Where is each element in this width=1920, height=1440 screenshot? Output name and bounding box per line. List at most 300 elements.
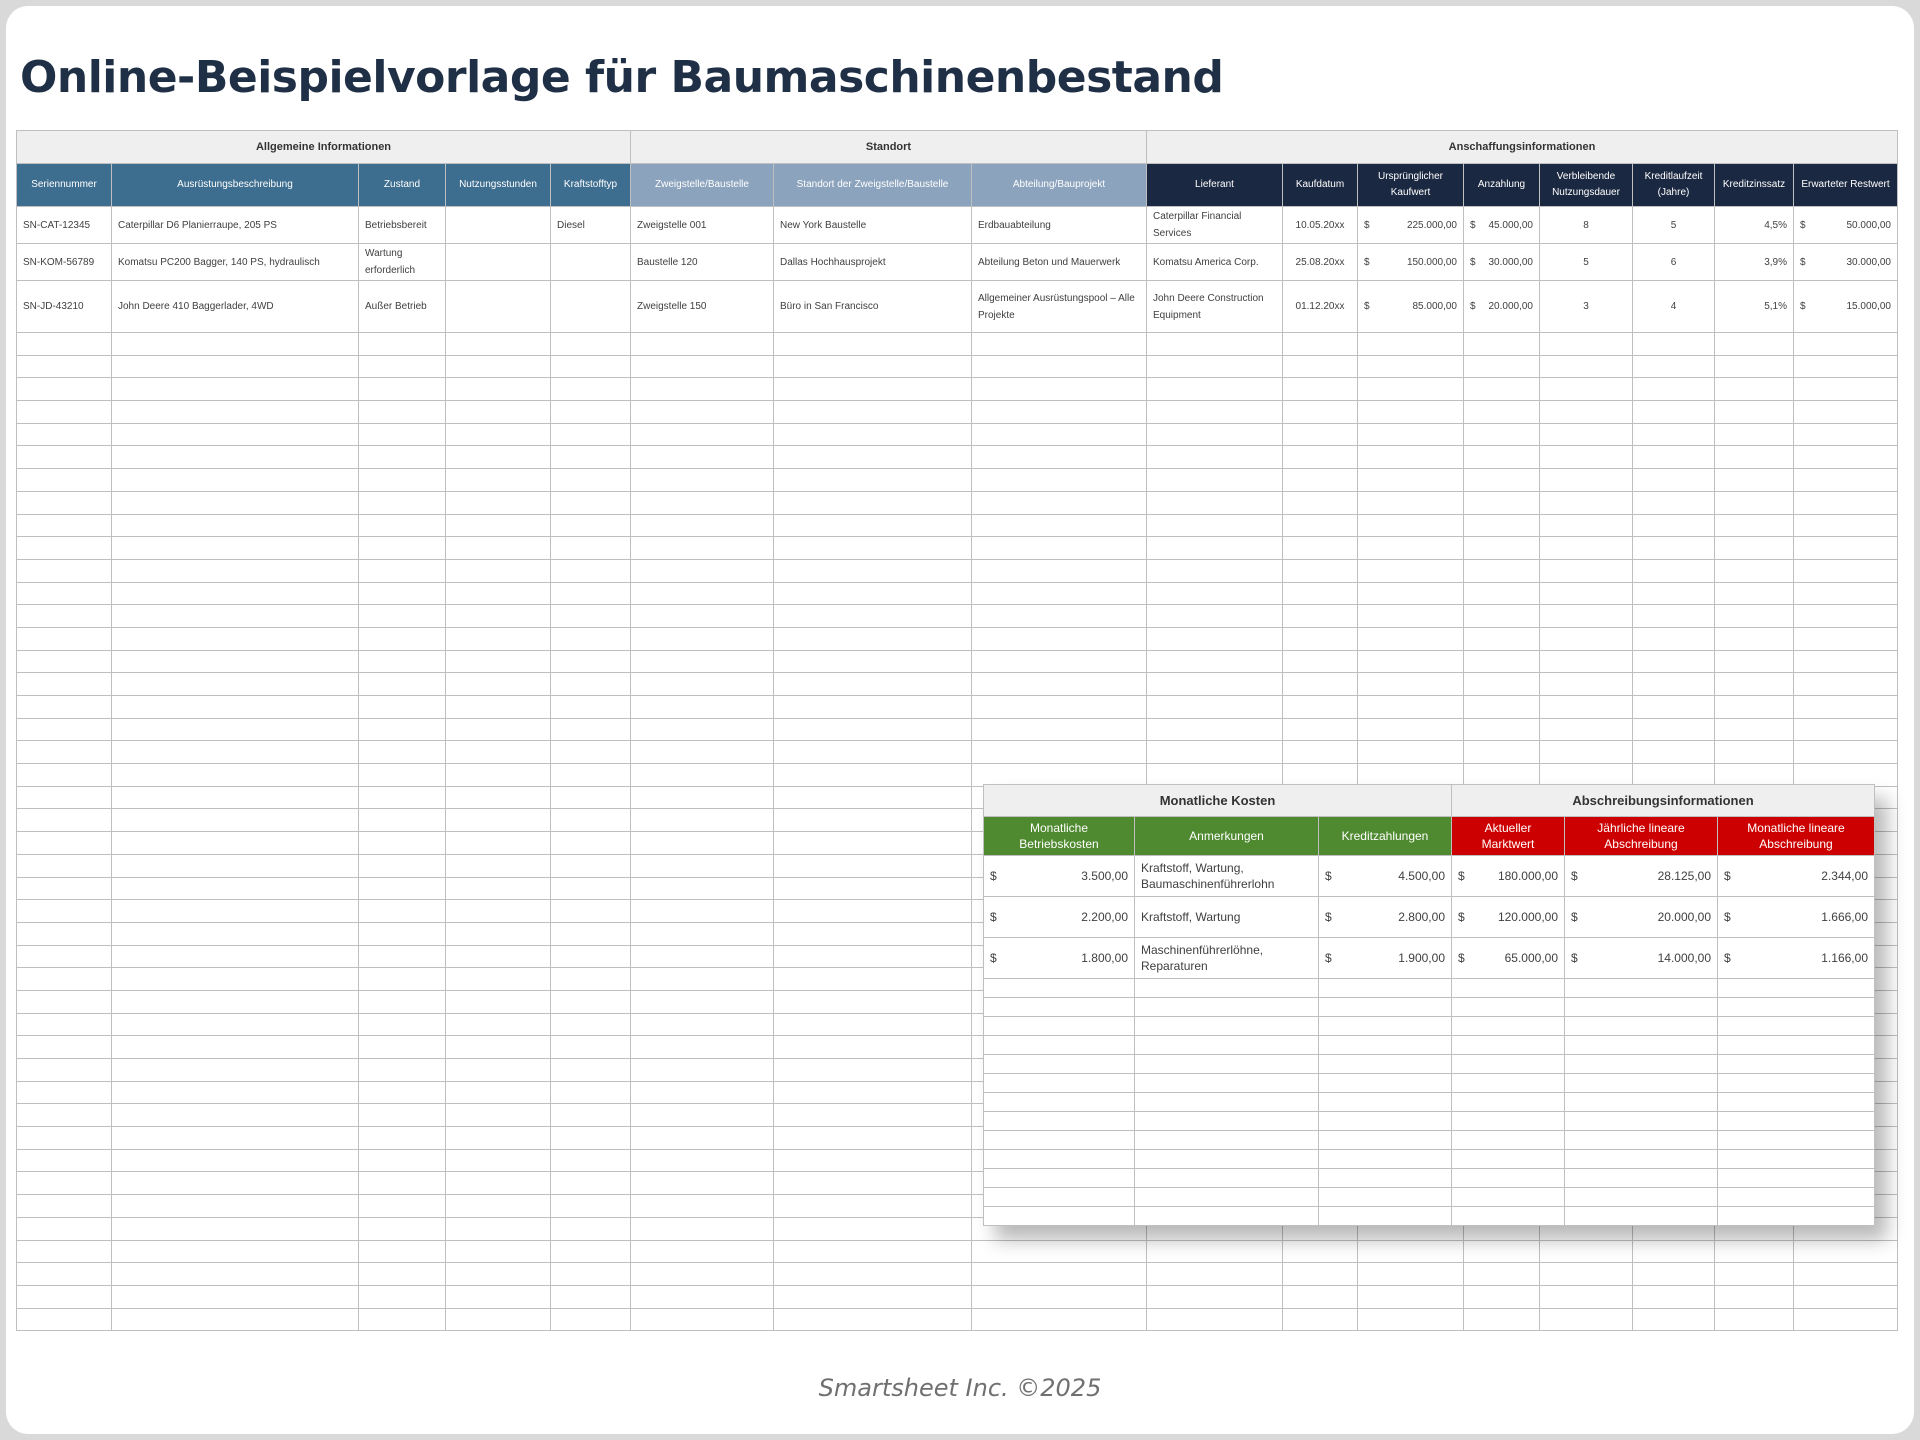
col-header-annual-depreciation[interactable]: Jährliche lineare Abschreibung (1565, 817, 1718, 856)
empty-cell[interactable] (774, 945, 972, 968)
col-header-condition[interactable]: Zustand (359, 164, 446, 207)
empty-cell[interactable] (1794, 355, 1898, 378)
cell-operating-cost[interactable] (984, 856, 1135, 897)
empty-cell[interactable] (359, 900, 446, 923)
empty-cell[interactable] (17, 1149, 112, 1172)
empty-cell[interactable] (972, 333, 1147, 356)
cell-department[interactable]: Abteilung Beton und Mauerwerk (972, 244, 1147, 281)
empty-cell[interactable] (446, 605, 551, 628)
empty-cell[interactable] (1633, 1263, 1715, 1286)
empty-cell[interactable] (112, 945, 359, 968)
empty-cell[interactable] (17, 1081, 112, 1104)
empty-cell[interactable] (631, 1308, 774, 1331)
cell-hours[interactable] (446, 281, 551, 333)
empty-cell[interactable] (17, 1172, 112, 1195)
empty-cell[interactable] (446, 1217, 551, 1240)
empty-cell[interactable] (1283, 718, 1358, 741)
cell-supplier[interactable]: Caterpillar Financial Services (1147, 207, 1283, 244)
empty-cell[interactable] (1358, 491, 1464, 514)
empty-cell[interactable] (1358, 627, 1464, 650)
cell-original-value[interactable] (1358, 207, 1464, 244)
empty-cell[interactable] (359, 582, 446, 605)
empty-cell[interactable] (631, 945, 774, 968)
empty-cell[interactable] (551, 1308, 631, 1331)
empty-cell[interactable] (1715, 741, 1794, 764)
empty-cell[interactable] (631, 650, 774, 673)
empty-cell[interactable] (1464, 401, 1540, 424)
empty-cell[interactable] (1464, 696, 1540, 719)
empty-cell[interactable] (1540, 333, 1633, 356)
empty-cell[interactable] (551, 877, 631, 900)
empty-cell[interactable] (1794, 1240, 1898, 1263)
empty-cell[interactable] (446, 1013, 551, 1036)
empty-cell[interactable] (774, 786, 972, 809)
empty-cell[interactable] (1633, 605, 1715, 628)
empty-cell[interactable] (17, 333, 112, 356)
empty-cell[interactable] (774, 355, 972, 378)
empty-cell[interactable] (1358, 378, 1464, 401)
empty-cell[interactable] (1718, 1036, 1875, 1055)
cell-original-value[interactable] (1358, 244, 1464, 281)
cell-residual-value[interactable] (1794, 207, 1898, 244)
empty-cell[interactable] (631, 1036, 774, 1059)
empty-cell[interactable] (631, 1104, 774, 1127)
empty-cell[interactable] (1283, 627, 1358, 650)
empty-cell[interactable] (551, 945, 631, 968)
empty-cell[interactable] (1633, 696, 1715, 719)
empty-cell[interactable] (551, 1036, 631, 1059)
empty-cell[interactable] (1452, 1150, 1565, 1169)
empty-cell[interactable] (774, 696, 972, 719)
col-header-department[interactable]: Abteilung/Bauprojekt (972, 164, 1147, 207)
empty-cell[interactable] (1464, 673, 1540, 696)
empty-cell[interactable] (1540, 627, 1633, 650)
empty-cell[interactable] (1794, 627, 1898, 650)
empty-cell[interactable] (446, 355, 551, 378)
empty-cell[interactable] (446, 514, 551, 537)
empty-cell[interactable] (1715, 1285, 1794, 1308)
col-header-loan-payments[interactable]: Kreditzahlungen (1319, 817, 1452, 856)
empty-cell[interactable] (1565, 1017, 1718, 1036)
empty-cell[interactable] (631, 582, 774, 605)
empty-cell[interactable] (972, 764, 1147, 787)
empty-cell[interactable] (1147, 1308, 1283, 1331)
empty-cell[interactable] (551, 922, 631, 945)
empty-cell[interactable] (359, 627, 446, 650)
empty-cell[interactable] (1633, 582, 1715, 605)
empty-cell[interactable] (446, 582, 551, 605)
empty-cell[interactable] (984, 1093, 1135, 1112)
cell-condition[interactable]: Außer Betrieb (359, 281, 446, 333)
empty-cell[interactable] (112, 832, 359, 855)
empty-cell[interactable] (1452, 1055, 1565, 1074)
empty-cell[interactable] (17, 605, 112, 628)
empty-cell[interactable] (1464, 378, 1540, 401)
empty-cell[interactable] (972, 559, 1147, 582)
empty-cell[interactable] (551, 786, 631, 809)
empty-cell[interactable] (1358, 355, 1464, 378)
empty-cell[interactable] (774, 741, 972, 764)
empty-cell[interactable] (446, 559, 551, 582)
empty-cell[interactable] (972, 537, 1147, 560)
empty-cell[interactable] (446, 1149, 551, 1172)
empty-cell[interactable] (972, 423, 1147, 446)
empty-cell[interactable] (1540, 469, 1633, 492)
empty-cell[interactable] (112, 877, 359, 900)
empty-cell[interactable] (359, 1172, 446, 1195)
empty-cell[interactable] (1715, 627, 1794, 650)
empty-cell[interactable] (1147, 423, 1283, 446)
empty-cell[interactable] (1794, 378, 1898, 401)
empty-cell[interactable] (112, 1081, 359, 1104)
empty-cell[interactable] (631, 1081, 774, 1104)
empty-cell[interactable] (972, 446, 1147, 469)
empty-cell[interactable] (1715, 673, 1794, 696)
cell-down-payment[interactable] (1464, 281, 1540, 333)
empty-cell[interactable] (1540, 1285, 1633, 1308)
cell-department[interactable]: Erdbauabteilung (972, 207, 1147, 244)
empty-cell[interactable] (1540, 582, 1633, 605)
empty-cell[interactable] (1358, 401, 1464, 424)
empty-cell[interactable] (1147, 764, 1283, 787)
empty-cell[interactable] (1464, 764, 1540, 787)
empty-cell[interactable] (359, 1217, 446, 1240)
empty-cell[interactable] (112, 355, 359, 378)
empty-cell[interactable] (774, 1263, 972, 1286)
col-header-fuel[interactable]: Kraftstofftyp (551, 164, 631, 207)
empty-cell[interactable] (1715, 718, 1794, 741)
empty-cell[interactable] (112, 423, 359, 446)
empty-cell[interactable] (551, 764, 631, 787)
empty-cell[interactable] (1319, 1207, 1452, 1226)
empty-cell[interactable] (1633, 333, 1715, 356)
empty-cell[interactable] (359, 559, 446, 582)
empty-cell[interactable] (1147, 1263, 1283, 1286)
empty-cell[interactable] (1540, 378, 1633, 401)
cell-monthly-depreciation[interactable] (1718, 938, 1875, 979)
cell-branch[interactable]: Zweigstelle 001 (631, 207, 774, 244)
empty-cell[interactable] (1319, 979, 1452, 998)
empty-cell[interactable] (1633, 423, 1715, 446)
empty-cell[interactable] (1135, 1093, 1319, 1112)
empty-cell[interactable] (1794, 764, 1898, 787)
empty-cell[interactable] (972, 605, 1147, 628)
empty-cell[interactable] (1464, 605, 1540, 628)
empty-cell[interactable] (446, 673, 551, 696)
empty-cell[interactable] (1464, 1308, 1540, 1331)
cell-remaining-life[interactable]: 3 (1540, 281, 1633, 333)
empty-cell[interactable] (972, 741, 1147, 764)
empty-cell[interactable] (1794, 423, 1898, 446)
empty-cell[interactable] (1540, 446, 1633, 469)
empty-cell[interactable] (631, 1059, 774, 1082)
empty-cell[interactable] (1283, 333, 1358, 356)
empty-cell[interactable] (1358, 764, 1464, 787)
empty-cell[interactable] (112, 1127, 359, 1150)
empty-cell[interactable] (112, 1240, 359, 1263)
empty-cell[interactable] (112, 378, 359, 401)
empty-cell[interactable] (972, 1285, 1147, 1308)
cell-down-payment[interactable] (1464, 207, 1540, 244)
empty-cell[interactable] (112, 401, 359, 424)
empty-cell[interactable] (1283, 469, 1358, 492)
col-header-notes[interactable]: Anmerkungen (1135, 817, 1319, 856)
empty-cell[interactable] (1358, 423, 1464, 446)
empty-cell[interactable] (359, 968, 446, 991)
cell-department[interactable]: Allgemeiner Ausrüstungspool – Alle Projekte (972, 281, 1147, 333)
col-header-serial[interactable]: Seriennummer (17, 164, 112, 207)
empty-cell[interactable] (984, 1131, 1135, 1150)
empty-cell[interactable] (446, 900, 551, 923)
empty-cell[interactable] (774, 1240, 972, 1263)
empty-cell[interactable] (1718, 998, 1875, 1017)
empty-cell[interactable] (551, 333, 631, 356)
empty-cell[interactable] (774, 854, 972, 877)
empty-cell[interactable] (446, 854, 551, 877)
empty-cell[interactable] (1715, 469, 1794, 492)
cell-serial[interactable]: SN-KOM-56789 (17, 244, 112, 281)
empty-cell[interactable] (1633, 741, 1715, 764)
empty-cell[interactable] (1147, 333, 1283, 356)
empty-cell[interactable] (551, 537, 631, 560)
cell-interest-rate[interactable]: 4,5% (1715, 207, 1794, 244)
empty-cell[interactable] (972, 491, 1147, 514)
empty-cell[interactable] (359, 945, 446, 968)
empty-cell[interactable] (1319, 1036, 1452, 1055)
empty-cell[interactable] (359, 514, 446, 537)
empty-cell[interactable] (1633, 491, 1715, 514)
empty-cell[interactable] (112, 1172, 359, 1195)
cell-loan-term[interactable]: 6 (1633, 244, 1715, 281)
empty-cell[interactable] (1358, 469, 1464, 492)
empty-cell[interactable] (631, 1195, 774, 1218)
empty-cell[interactable] (1464, 537, 1540, 560)
empty-cell[interactable] (972, 469, 1147, 492)
empty-cell[interactable] (1464, 559, 1540, 582)
empty-cell[interactable] (972, 401, 1147, 424)
empty-cell[interactable] (551, 423, 631, 446)
cell-branch[interactable]: Baustelle 120 (631, 244, 774, 281)
empty-cell[interactable] (112, 718, 359, 741)
empty-cell[interactable] (551, 605, 631, 628)
empty-cell[interactable] (1540, 696, 1633, 719)
empty-cell[interactable] (984, 998, 1135, 1017)
empty-cell[interactable] (446, 1127, 551, 1150)
cell-down-payment[interactable] (1464, 244, 1540, 281)
empty-cell[interactable] (1358, 1285, 1464, 1308)
empty-cell[interactable] (551, 1081, 631, 1104)
empty-cell[interactable] (551, 355, 631, 378)
empty-cell[interactable] (1147, 582, 1283, 605)
empty-cell[interactable] (359, 469, 446, 492)
empty-cell[interactable] (446, 423, 551, 446)
empty-cell[interactable] (1565, 1055, 1718, 1074)
empty-cell[interactable] (17, 491, 112, 514)
empty-cell[interactable] (1715, 491, 1794, 514)
empty-cell[interactable] (17, 1240, 112, 1263)
empty-cell[interactable] (1794, 469, 1898, 492)
empty-cell[interactable] (972, 378, 1147, 401)
cell-notes[interactable]: Kraftstoff, Wartung, Baumaschinenführerlohn (1135, 856, 1319, 897)
empty-cell[interactable] (972, 514, 1147, 537)
empty-cell[interactable] (1718, 1112, 1875, 1131)
empty-cell[interactable] (631, 401, 774, 424)
empty-cell[interactable] (1718, 1207, 1875, 1226)
empty-cell[interactable] (984, 1017, 1135, 1036)
empty-cell[interactable] (17, 582, 112, 605)
empty-cell[interactable] (359, 718, 446, 741)
empty-cell[interactable] (1452, 1112, 1565, 1131)
empty-cell[interactable] (17, 446, 112, 469)
empty-cell[interactable] (551, 1217, 631, 1240)
empty-cell[interactable] (446, 1059, 551, 1082)
empty-cell[interactable] (551, 559, 631, 582)
empty-cell[interactable] (631, 922, 774, 945)
empty-cell[interactable] (1565, 1036, 1718, 1055)
empty-cell[interactable] (631, 1240, 774, 1263)
empty-cell[interactable] (1464, 355, 1540, 378)
empty-cell[interactable] (1540, 401, 1633, 424)
empty-cell[interactable] (1718, 1017, 1875, 1036)
empty-cell[interactable] (1540, 355, 1633, 378)
empty-cell[interactable] (774, 1149, 972, 1172)
empty-cell[interactable] (774, 650, 972, 673)
empty-cell[interactable] (774, 809, 972, 832)
col-header-operating-cost[interactable]: Monatliche Betriebskosten (984, 817, 1135, 856)
empty-cell[interactable] (1283, 537, 1358, 560)
empty-cell[interactable] (1452, 1188, 1565, 1207)
empty-cell[interactable] (1319, 1017, 1452, 1036)
empty-cell[interactable] (631, 832, 774, 855)
empty-cell[interactable] (1464, 741, 1540, 764)
empty-cell[interactable] (551, 696, 631, 719)
empty-cell[interactable] (1715, 446, 1794, 469)
empty-cell[interactable] (972, 1240, 1147, 1263)
empty-cell[interactable] (1147, 537, 1283, 560)
empty-cell[interactable] (17, 990, 112, 1013)
empty-cell[interactable] (1452, 1131, 1565, 1150)
empty-cell[interactable] (1147, 559, 1283, 582)
empty-cell[interactable] (774, 1195, 972, 1218)
empty-cell[interactable] (774, 764, 972, 787)
empty-cell[interactable] (1452, 1074, 1565, 1093)
cell-operating-cost[interactable] (984, 897, 1135, 938)
empty-cell[interactable] (359, 1104, 446, 1127)
empty-cell[interactable] (112, 1059, 359, 1082)
empty-cell[interactable] (774, 900, 972, 923)
empty-cell[interactable] (359, 423, 446, 446)
col-header-hours[interactable]: Nutzungsstunden (446, 164, 551, 207)
empty-cell[interactable] (972, 355, 1147, 378)
empty-cell[interactable] (1147, 355, 1283, 378)
empty-cell[interactable] (17, 1127, 112, 1150)
empty-cell[interactable] (1794, 514, 1898, 537)
empty-cell[interactable] (551, 718, 631, 741)
col-header-residual-value[interactable]: Erwarteter Restwert (1794, 164, 1898, 207)
empty-cell[interactable] (17, 854, 112, 877)
cell-monthly-depreciation[interactable] (1718, 856, 1875, 897)
empty-cell[interactable] (774, 514, 972, 537)
col-header-original-value[interactable]: Ursprünglicher Kaufwert (1358, 164, 1464, 207)
empty-cell[interactable] (551, 832, 631, 855)
empty-cell[interactable] (359, 1127, 446, 1150)
empty-cell[interactable] (1715, 401, 1794, 424)
empty-cell[interactable] (1135, 1131, 1319, 1150)
empty-cell[interactable] (631, 718, 774, 741)
empty-cell[interactable] (1319, 1055, 1452, 1074)
empty-cell[interactable] (112, 968, 359, 991)
empty-cell[interactable] (359, 922, 446, 945)
empty-cell[interactable] (1633, 1240, 1715, 1263)
empty-cell[interactable] (631, 446, 774, 469)
empty-cell[interactable] (1633, 378, 1715, 401)
empty-cell[interactable] (446, 401, 551, 424)
empty-cell[interactable] (359, 1059, 446, 1082)
empty-cell[interactable] (774, 582, 972, 605)
empty-cell[interactable] (359, 401, 446, 424)
empty-cell[interactable] (1147, 741, 1283, 764)
empty-cell[interactable] (1319, 1074, 1452, 1093)
empty-cell[interactable] (1718, 1055, 1875, 1074)
empty-cell[interactable] (774, 1172, 972, 1195)
empty-cell[interactable] (1147, 650, 1283, 673)
empty-cell[interactable] (359, 1308, 446, 1331)
empty-cell[interactable] (446, 1104, 551, 1127)
empty-cell[interactable] (1794, 401, 1898, 424)
cell-remaining-life[interactable]: 5 (1540, 244, 1633, 281)
empty-cell[interactable] (1283, 423, 1358, 446)
empty-cell[interactable] (1715, 423, 1794, 446)
empty-cell[interactable] (551, 650, 631, 673)
cell-branch-location[interactable]: Büro in San Francisco (774, 281, 972, 333)
empty-cell[interactable] (1565, 1169, 1718, 1188)
empty-cell[interactable] (112, 1285, 359, 1308)
empty-cell[interactable] (1147, 514, 1283, 537)
empty-cell[interactable] (1565, 1207, 1718, 1226)
empty-cell[interactable] (1358, 582, 1464, 605)
cell-fuel[interactable] (551, 244, 631, 281)
empty-cell[interactable] (1464, 718, 1540, 741)
empty-cell[interactable] (17, 968, 112, 991)
empty-cell[interactable] (1464, 1263, 1540, 1286)
empty-cell[interactable] (17, 718, 112, 741)
empty-cell[interactable] (446, 877, 551, 900)
cell-condition[interactable]: Wartung erforderlich (359, 244, 446, 281)
empty-cell[interactable] (551, 491, 631, 514)
empty-cell[interactable] (1715, 378, 1794, 401)
empty-cell[interactable] (17, 832, 112, 855)
empty-cell[interactable] (446, 968, 551, 991)
empty-cell[interactable] (17, 809, 112, 832)
empty-cell[interactable] (359, 809, 446, 832)
empty-cell[interactable] (1633, 469, 1715, 492)
empty-cell[interactable] (631, 605, 774, 628)
empty-cell[interactable] (551, 673, 631, 696)
empty-cell[interactable] (112, 900, 359, 923)
empty-cell[interactable] (1147, 627, 1283, 650)
empty-cell[interactable] (1540, 1308, 1633, 1331)
empty-cell[interactable] (446, 378, 551, 401)
empty-cell[interactable] (359, 786, 446, 809)
cell-description[interactable]: Caterpillar D6 Planierraupe, 205 PS (112, 207, 359, 244)
empty-cell[interactable] (1794, 491, 1898, 514)
empty-cell[interactable] (446, 990, 551, 1013)
empty-cell[interactable] (359, 832, 446, 855)
empty-cell[interactable] (446, 333, 551, 356)
empty-cell[interactable] (1794, 559, 1898, 582)
col-header-supplier[interactable]: Lieferant (1147, 164, 1283, 207)
empty-cell[interactable] (551, 1104, 631, 1127)
